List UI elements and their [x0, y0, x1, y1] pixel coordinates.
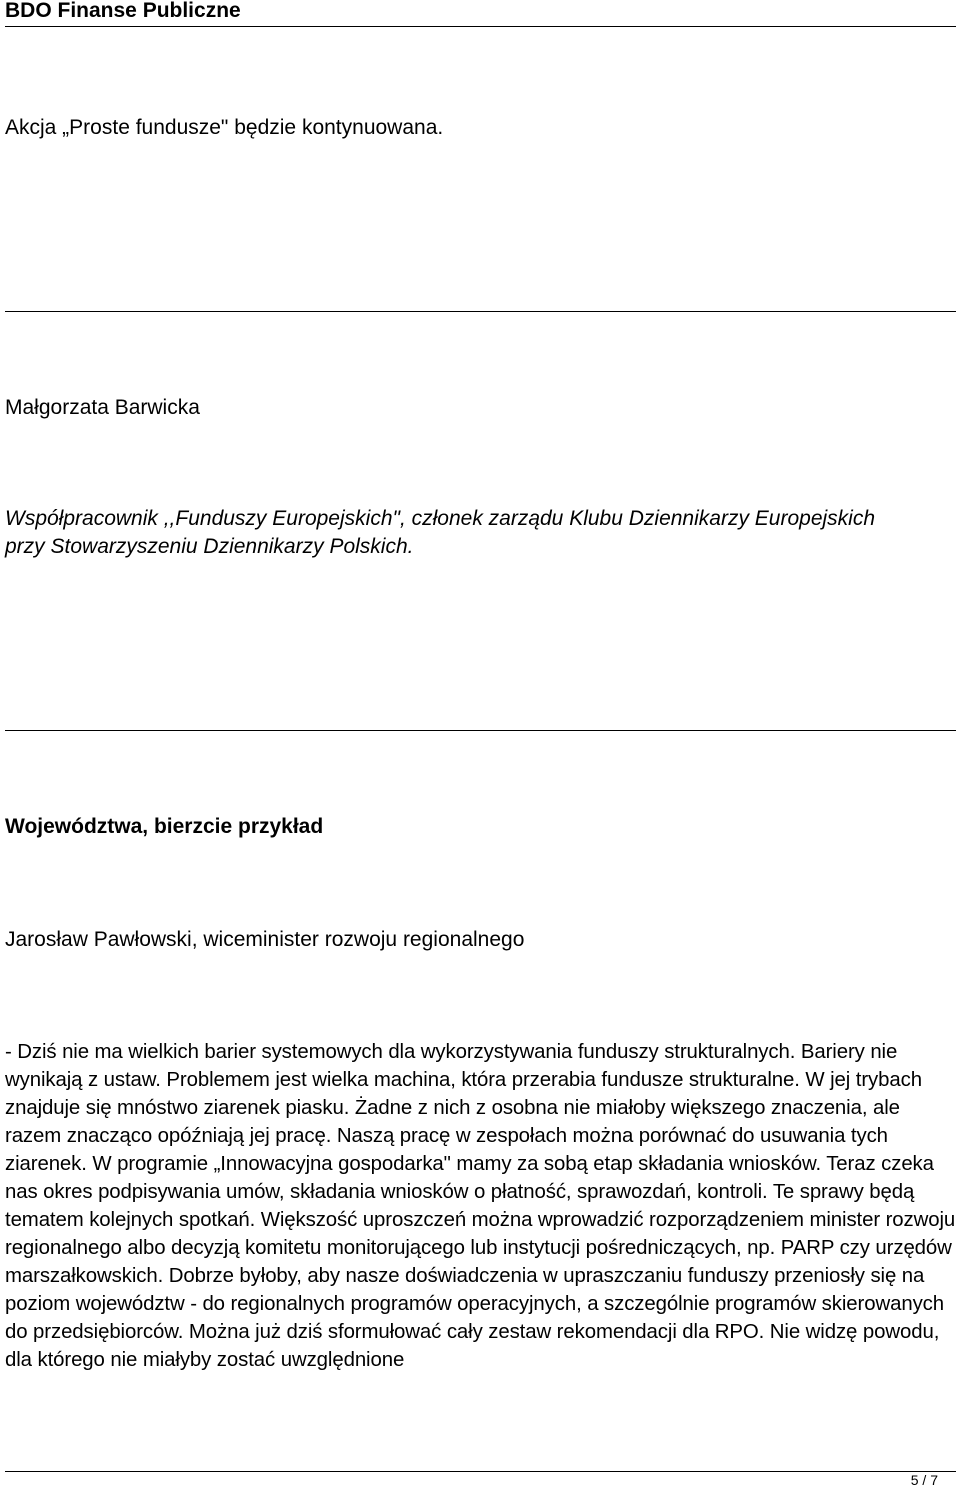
article2-body: - Dziś nie ma wielkich barier systemowych dla wykorzystywania funduszy strukturalnych. Bariery nie wynikają z ustaw. Problemem jest wielka machina, która przerabia fundusze strukturalne. W jej trybach znajduje się mnóstwo ziarenek piasku. Żadne z nich z osobna nie miałoby większego znaczenia, ale razem znacząco opóźniają jej pracę. Naszą pracę w zespołach można porównać do usuwania tych ziarenek. W programie „Innowacyjna gospodarka" mamy za sobą etap składania wniosków. Teraz czeka nas okres podpisywania umów, składania wniosków o płatność, sprawozdań, kontroli. Te sprawy będą tematem kolejnych spotkań. Większość uproszczeń można wprowadzić rozporządzeniem minister rozwoju regionalnego albo decyzją komitetu monitorującego lub instytucji pośredniczących, np. PARP czy urzędów marszałkowskich. Dobrze byłoby, aby nasze doświadczenia w upraszczaniu funduszy przeniosły się na poziom województw - do regionalnych programów operacyjnych, a szczególnie programów skierowanych do przedsiębiorców. Można już dziś sformułować cały zestaw rekomendacji dla RPO. Nie widzę powodu, dla którego nie miałyby zostać uwzględnione	[5, 1041, 956, 1371]
author1-name: Małgorzata Barwicka	[5, 396, 200, 419]
article2-title: Województwa, bierzcie przykład	[5, 815, 324, 838]
document-header-title: BDO Finanse Publiczne	[5, 0, 241, 22]
article2-author: Jarosław Pawłowski, wiceminister rozwoju regionalnego	[5, 928, 525, 951]
author1-bio-line2: przy Stowarzyszeniu Dziennikarzy Polskich.	[5, 535, 414, 558]
section-divider-1	[5, 311, 956, 312]
section-divider-2	[5, 730, 956, 731]
intro-closing-line: Akcja „Proste fundusze" będzie kontynuowana.	[5, 116, 444, 139]
author1-bio-line1: Współpracownik ,,Funduszy Europejskich", członek zarządu Klubu Dziennikarzy Europejskich	[5, 507, 876, 530]
footer-divider	[5, 1471, 956, 1472]
header-divider	[5, 26, 956, 27]
page-number: 5 / 7	[910, 1472, 938, 1488]
